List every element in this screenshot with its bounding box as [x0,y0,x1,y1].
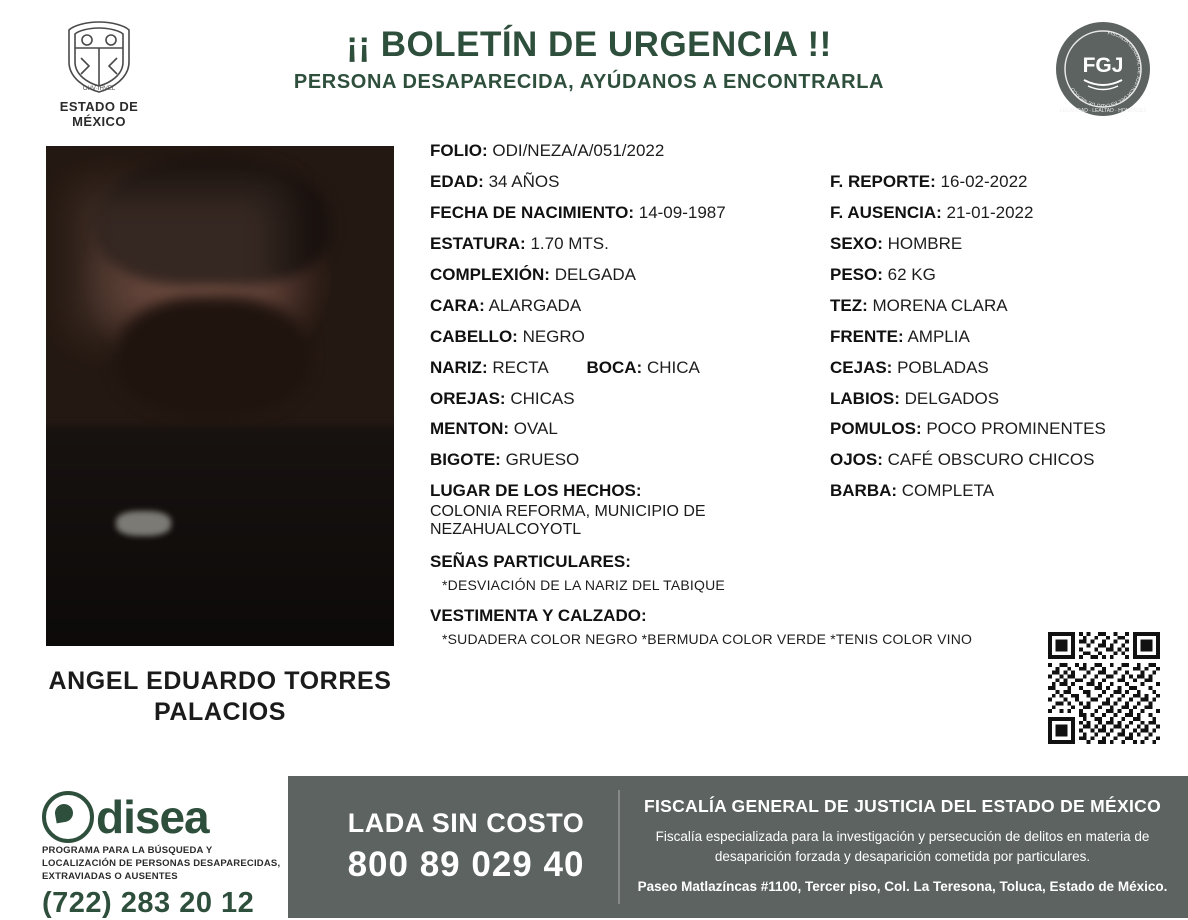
field-fecha-nacimiento [430,202,820,225]
field-barba [820,480,1164,503]
svg-text:FISCALÍA GENERAL DE JUSTICIA D: FISCALÍA GENERAL DE JUSTICIA DEL ESTADO DE MÉXICO [1069,30,1143,109]
block-vestimenta-label: VESTIMENTA Y CALZADO: [430,606,647,626]
field-labios [820,388,1164,411]
institution-name: FISCALÍA GENERAL DE JUSTICIA DEL ESTADO DE MÉXICO [643,796,1162,816]
field-tez-label: TEZ: [830,295,868,315]
field-cejas [820,357,1164,380]
field-cara-label: CARA: [430,295,485,315]
field-labios-label: LABIOS: [830,388,900,408]
person-details [430,140,1164,647]
field-bigote [430,449,820,472]
detail-row-folio [430,140,1164,163]
field-pomulos-label: POMULOS: [830,419,922,439]
field-frente-label: FRENTE: [830,326,904,346]
svg-text:LEGALIDAD · LEALTAD · HONRADEZ: LEGALIDAD · LEALTAD · HONRADEZ [1059,108,1147,114]
institution-block [633,796,1172,897]
field-menton [430,418,820,441]
field-peso-label: PESO: [830,264,883,284]
photo-detail-beard [116,296,311,416]
field-edad-value: 34 AÑOS [488,171,560,191]
field-complexion-label: COMPLEXIÓN: [430,264,550,284]
field-sexo-value: HOMBRE [887,233,963,253]
detail-row-cara [430,295,1164,318]
fgj-logo-icon [1054,20,1152,118]
field-frente [820,326,1164,349]
field-frente-value: AMPLIA [907,326,970,346]
field-ojos-value: CAFÉ OBSCURO CHICOS [887,450,1095,470]
field-menton-value: OVAL [513,419,558,439]
field-sexo [820,233,1164,256]
disea-wordmark [42,791,282,843]
field-menton-label: MENTON: [430,419,510,439]
field-estatura-value: 1.70 MTS. [530,233,609,253]
block-senas-label: SEÑAS PARTICULARES: [430,552,631,572]
svg-text:OHV·IHVEL: OHV·IHVEL [82,86,116,92]
detail-row-estatura [430,233,1164,256]
disea-logo [42,791,282,920]
field-nariz-label: NARIZ: [430,357,488,377]
field-f-ausencia-value: 21-01-2022 [946,202,1034,222]
block-senas [430,551,1164,593]
block-lugar [430,480,820,539]
detail-row-complexion [430,264,1164,287]
field-folio-label: FOLIO: [430,141,488,160]
lada-number: 800 89 029 40 [347,845,585,884]
person-name: ANGEL EDUARDO TORRES PALACIOS [48,667,392,727]
field-complexion-value: DELGADA [554,264,636,284]
block-lugar-label: LUGAR DE LOS HECHOS: [430,481,642,501]
field-cejas-value: POBLADAS [897,357,989,377]
field-f-reporte-value: 16-02-2022 [940,171,1028,191]
field-edad [430,171,820,194]
field-boca-label: BOCA: [586,357,643,377]
state-shield-icon [55,18,143,96]
block-vestimenta-detail: *SUDADERA COLOR NEGRO *BERMUDA COLOR VERDE *TENIS COLOR VINO [442,631,973,648]
detail-row-menton [430,418,1164,441]
field-orejas [430,388,820,411]
state-emblem [34,18,164,129]
detail-row-edad [430,171,1164,194]
field-cabello-value: NEGRO [522,326,585,346]
lada-label: LADA SIN COSTO [347,808,585,838]
detail-row-nariz-boca [430,357,1164,380]
disea-phone: (722) 283 20 12 [42,887,255,920]
field-folio [430,140,820,163]
field-f-reporte-label: F. REPORTE: [830,171,936,191]
field-ojos [820,449,1164,472]
detail-row-bigote [430,449,1164,472]
page-subtitle: PERSONA DESAPARECIDA, AYÚDANOS A ENCONTRARLA [293,70,885,93]
field-pomulos [820,418,1164,441]
field-bigote-value: GRUESO [505,450,580,470]
state-emblem-caption: ESTADO DE MÉXICO [59,99,139,129]
detail-row-lugar-barba [430,480,1164,539]
institution-description: Fiscalía especializada para la investigación y persecución de delitos en materia de desaparición forzada y desaparición cometida por particulares. [655,829,1150,864]
footer [0,773,1188,918]
band-divider [618,790,620,904]
field-cabello-label: CABELLO: [430,326,518,346]
field-edad-label: EDAD: [430,171,484,191]
field-pomulos-value: POCO PROMINENTES [926,419,1106,439]
block-senas-detail: *DESVIACIÓN DE LA NARIZ DEL TABIQUE [442,577,725,594]
header [0,0,1188,128]
field-estatura-label: ESTATURA: [430,233,526,253]
field-tez-value: MORENA CLARA [872,295,1008,315]
field-f-reporte [820,171,1164,194]
field-sexo-label: SEXO: [830,233,883,253]
institution-address: Paseo Matlazíncas #1100, Tercer piso, Col. La Teresona, Toluca, Estado de México. [637,879,1168,895]
field-estatura [430,233,820,256]
svg-text:FGJ: FGJ [1082,54,1124,77]
field-fecha-nacimiento-label: FECHA DE NACIMIENTO: [430,202,634,222]
field-barba-label: BARBA: [830,481,898,501]
disea-tagline: PROGRAMA PARA LA BÚSQUEDA Y LOCALIZACIÓN DE PERSONAS DESAPARECIDAS, EXTRAVIADAS O AUSENTES [42,845,281,882]
detail-row-nacimiento [430,202,1164,225]
field-f-ausencia-label: F. AUSENCIA: [830,202,942,222]
field-complexion [430,264,820,287]
field-boca [587,357,700,380]
field-cejas-label: CEJAS: [830,357,893,377]
field-peso [820,264,1164,287]
field-cabello [430,326,820,349]
block-lugar-detail: COLONIA REFORMA, MUNICIPIO DE NEZAHUALCOYOTL [430,503,706,539]
field-peso-value: 62 KG [887,264,936,284]
missing-person-photo [46,146,394,646]
field-orejas-value: CHICAS [510,388,575,408]
photo-block [46,146,394,729]
field-cara-value: ALARGADA [488,295,582,315]
field-labios-value: DELGADOS [904,388,1000,408]
field-barba-value: COMPLETA [901,481,995,501]
footer-band [288,776,1188,918]
field-cara [430,295,820,318]
qr-code-icon [1048,632,1160,744]
field-orejas-label: OREJAS: [430,388,506,408]
field-folio-value: ODI/NEZA/A/051/2022 [492,141,665,160]
field-ojos-label: OJOS: [830,450,883,470]
field-nariz-value: RECTA [492,357,548,377]
field-nariz [430,357,820,380]
field-fecha-nacimiento-value: 14-09-1987 [638,202,726,222]
field-boca-value: CHICA [646,357,700,377]
photo-detail-body [46,426,394,646]
detail-row-orejas [430,388,1164,411]
field-f-ausencia [820,202,1164,225]
page-title: ¡¡ BOLETÍN DE URGENCIA !! [346,25,832,64]
field-tez [820,295,1164,318]
disea-word-text: disea [96,791,209,843]
lada-block [316,808,616,885]
photo-detail-highlight [116,511,172,536]
header-titles [180,26,998,94]
field-bigote-label: BIGOTE: [430,450,501,470]
detail-row-cabello [430,326,1164,349]
disea-mark-icon [42,791,94,843]
